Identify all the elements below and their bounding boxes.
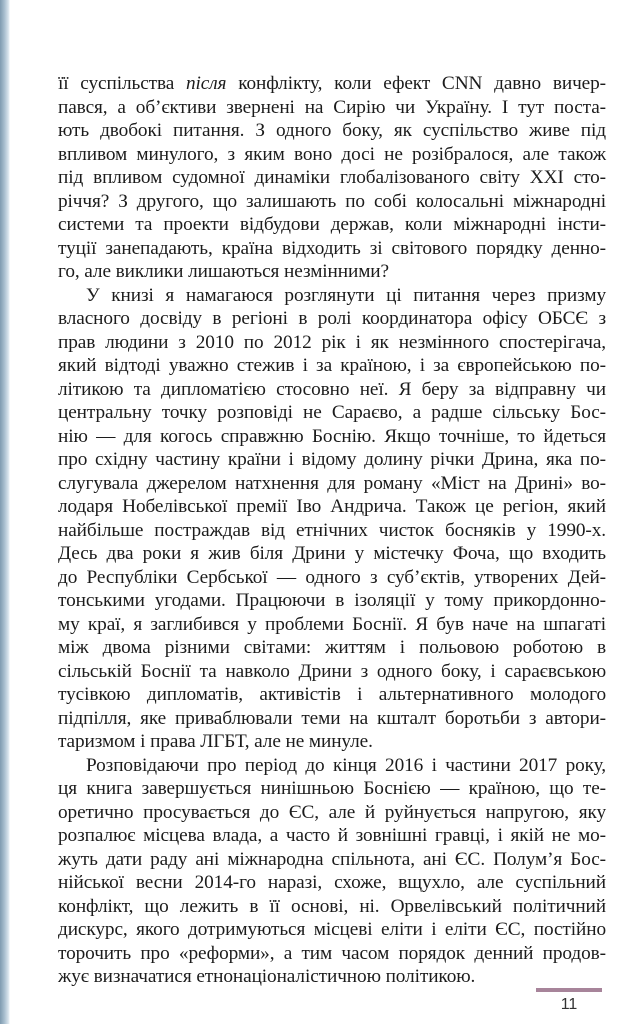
text-line bbox=[58, 965, 606, 989]
text-run: конфлікту, коли ефект CNN давно вичер- bbox=[226, 73, 606, 94]
text-run: сільській Боснії та навколо Дрини з одного боку, і сараєвською bbox=[58, 660, 606, 682]
text-run: між двома різними світами: життям і польовою роботою в bbox=[58, 637, 606, 658]
text-run: під впливом судомної динаміки глобалізованого світу XXI сто- bbox=[58, 167, 606, 188]
text-run: ця книга завершується нинішньою Боснією — країною, що те- bbox=[58, 778, 606, 799]
page-number: 11 bbox=[560, 996, 578, 1013]
text-line bbox=[58, 660, 606, 684]
text-run: до Республіки Сербської — одного з суб’єктів, утворених Дей- bbox=[58, 566, 606, 588]
text-line bbox=[58, 213, 606, 237]
text-line bbox=[58, 918, 606, 942]
paragraph bbox=[58, 72, 606, 284]
book-page-body bbox=[58, 72, 606, 989]
text-line bbox=[58, 425, 606, 449]
text-line bbox=[58, 472, 606, 496]
text-line bbox=[58, 613, 606, 637]
text-run: слугувала джерелом натхнення для роману «Міст на Дрині» во- bbox=[58, 472, 606, 494]
book-edge-shadow bbox=[0, 0, 10, 1024]
text-run: найбільше постраждав від етнічних чисток босняків у 1990-х. bbox=[58, 519, 606, 541]
text-line bbox=[58, 848, 606, 872]
text-line bbox=[58, 777, 606, 801]
text-run: жує визначатися етнонаціоналістичною політикою. bbox=[58, 966, 476, 987]
text-line bbox=[58, 589, 606, 613]
text-run: тонськими угодами. Працюючи в ізоляції у тому прикордонно- bbox=[58, 590, 606, 611]
text-line bbox=[58, 519, 606, 543]
text-line bbox=[58, 824, 606, 848]
text-line bbox=[58, 895, 606, 919]
text-line bbox=[58, 260, 606, 284]
text-line bbox=[58, 683, 606, 707]
text-run: її суспільства bbox=[58, 73, 186, 94]
text-run: У книзі я намагаюся розглянути ці питання через призму bbox=[86, 284, 606, 306]
text-run: нію — для когось справжню Боснію. Якщо точніше, то йдеться bbox=[58, 425, 606, 447]
text-line bbox=[58, 143, 606, 167]
text-run: туції занепадають, країна відходить зі світового порядку денно- bbox=[58, 237, 606, 259]
text-run: впливом минулого, з яким воно досі не розібралося, але також bbox=[58, 143, 606, 165]
text-run: конфлікт, що лежить в її основі, ні. Орвелівський політичний bbox=[58, 895, 606, 917]
text-run: прав людини з 2010 по 2012 рік і як незмінного спостерігача, bbox=[58, 331, 606, 353]
paragraph bbox=[58, 754, 606, 989]
text-run: власного досвіду в регіоні в ролі координатора офісу ОБСЄ з bbox=[58, 308, 606, 329]
italic-text: після bbox=[185, 73, 227, 94]
text-line bbox=[58, 636, 606, 660]
text-run: центральну точку розповіді не Сараєво, а радше сільську Бос- bbox=[58, 402, 606, 423]
text-run: нійської весни 2014-го наразі, схоже, вщухло, але суспільний bbox=[58, 872, 606, 893]
text-line bbox=[58, 166, 606, 190]
text-run: літикою та дипломатією стосовно неї. Я беру за відправну чи bbox=[58, 378, 606, 400]
text-line bbox=[58, 495, 606, 519]
text-run: річчя? З другого, що залишають по собі колосальні міжнародні bbox=[58, 190, 606, 212]
text-line bbox=[58, 378, 606, 402]
text-run: лодаря Нобелівської премії Іво Андрича. Також це регіон, який bbox=[58, 496, 606, 517]
text-line bbox=[58, 354, 606, 378]
text-run: пався, а об’єктиви звернені на Сирію чи Україну. І тут поста- bbox=[58, 96, 606, 118]
text-line bbox=[58, 190, 606, 214]
text-run: таризмом і права ЛГБТ, але не минуле. bbox=[58, 731, 373, 752]
text-run: жуть дати раду ані міжнародна спільнота, ані ЄС. Полум’я Бос- bbox=[58, 848, 606, 870]
text-line bbox=[58, 754, 606, 778]
text-run: розпалює місцева влада, а часто й зовнішні гравці, і якій не мо- bbox=[58, 825, 606, 846]
text-line bbox=[58, 730, 606, 754]
text-run: му краї, я заглибився у проблеми Боснії. Я був наче на шпагаті bbox=[58, 613, 606, 635]
text-line bbox=[58, 566, 606, 590]
text-run: го, але виклики лишаються незмінними? bbox=[58, 261, 389, 282]
text-line bbox=[58, 801, 606, 825]
text-run: Розповідаючи про період до кінця 2016 і частини 2017 року, bbox=[86, 754, 606, 776]
text-run: Десь два роки я жив біля Дрини у містечку Фоча, що входить bbox=[58, 543, 606, 564]
text-run: підпілля, яке приваблювали теми на кшталт боротьби з автори- bbox=[58, 707, 606, 729]
text-line bbox=[58, 401, 606, 425]
text-run: системи та проекти відбудови держав, коли міжнародні інсти- bbox=[58, 214, 606, 235]
paragraph bbox=[58, 284, 606, 754]
text-run: оретично просувається до ЄС, але й руйнується напругою, яку bbox=[58, 801, 606, 823]
text-line bbox=[58, 331, 606, 355]
text-line bbox=[58, 707, 606, 731]
text-run: торочить про «реформи», а тим часом порядок денний продов- bbox=[58, 942, 606, 964]
text-line bbox=[58, 96, 606, 120]
text-run: про східну частину країни і відому долину річки Дрина, яка по- bbox=[58, 449, 606, 470]
text-line bbox=[58, 72, 606, 96]
text-line bbox=[58, 119, 606, 143]
text-line bbox=[58, 448, 606, 472]
text-line bbox=[58, 237, 606, 261]
text-line bbox=[58, 942, 606, 966]
text-run: ють двобокі питання. З одного боку, як суспільство живе під bbox=[58, 120, 606, 141]
text-line bbox=[58, 307, 606, 331]
text-line bbox=[58, 284, 606, 308]
page-number-rule bbox=[536, 988, 602, 992]
text-line bbox=[58, 871, 606, 895]
text-run: дискурс, якого дотримуються місцеві еліти і еліти ЄС, постійно bbox=[58, 919, 606, 940]
text-run: тусівкою дипломатів, активістів і альтернативного молодого bbox=[58, 684, 606, 705]
text-line bbox=[58, 542, 606, 566]
text-run: який відтоді уважно стежив і за країною, і за європейською по- bbox=[58, 355, 606, 376]
